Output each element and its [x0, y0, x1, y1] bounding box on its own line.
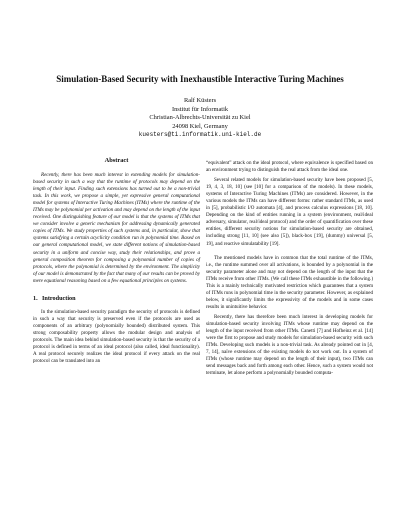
right-paragraph-4: Recently, there has therefore been much interest in developing models for simulation-based security involving ITMs whose runtime may depend on the length of the input received from other ITMs. Canetti [7] and Hofheinz et al. [14] were the first to propose and study models for simulation-based security with such ITMs. Developing such models is a non-trivial task. As already pointed out in [4, 7, 14], naïve extensions of the existing models do not work out. In a system of ITMs (whose runtime may depend on the length of their input), two ITMs can send messages back and forth among each other. Hence, such a system would not terminate, let alone perform a polynomially bounded computa- — [206, 313, 373, 377]
section-title: Introduction — [42, 294, 76, 302]
abstract-text: Recently, there has been much interest in extending models for simulation-based security in such a way that the runtime of protocols may depend on the length of their input. Finding such extensions has turned out to be a non-trivial task. In this work, we propose a simple, yet expressive general computational model for systems of Interactive Turing Machines (ITMs) where the runtime of the ITMs may be polynomial per activation and may depend on the length of the input received. One distinguishing feature of our model is that the systems of ITMs that we consider involve a generic mechanism for addressing dynamically generated copies of ITMs. We study properties of such systems and, in particular, show that systems satisfying a certain acyclicity condition run in polynomial time. Based on our general computational model, we state different notions of simulation-based security in a uniform and concise way, study their relationships, and prove a general composition theorem for composing a polynomial number of copies of protocols, where the polynomial is determined by the environment. The simplicity of our model is demonstrated by the fact that many of our results can be proved by mere equational reasoning based on a few equational principles on systems. — [33, 172, 200, 284]
section-number: 1. — [33, 294, 38, 302]
intro-paragraph-1: In the simulation-based security paradigm the security of protocols is defined in such a way that security is preserved even if the protocols are used as components of an arbitrary (polynomially bounded) distributed system. This strong composability property allows the modular design and analysis of protocols. The main idea behind simulation-based security is that the security of a protocol is defined in terms of an ideal protocol (also called, ideal functionality). A real protocol securely realizes the ideal protocol if every attack on the real protocol can be translated into an — [33, 308, 200, 365]
right-column — [206, 160, 373, 377]
author-affiliation-institute: Institut für Informatik — [171, 105, 229, 113]
author-address: 24098 Kiel, Germany — [172, 122, 228, 130]
right-paragraph-3: The mentioned models have in common that the total runtime of the ITMs, i.e., the runtime summed over all activations, is bounded by a polynomial in the security parameter alone and may not depend on the length of the input that the ITMs receive from other ITMs. (We call these ITMs exhaustible in the following.) This is a mainly technically motivated restriction which guarantees that a system of ITMs runs in polynomial time in the security parameter. However, as explained below, it significantly limits the expressivity of the models and in some cases results in unintuitive behavior. — [206, 254, 373, 310]
author-name: Ralf Küsters — [183, 97, 217, 104]
author-email: kuesters@ti.informatik.uni-kiel.de — [138, 131, 262, 139]
section-heading-introduction — [33, 295, 200, 303]
right-paragraph-2: Several related models for simulation-based security have been proposed [5, 19, 4, 3, 18, 10] (see [10] for a comparison of the models). In these models, systems of Interactive Turing Machines (ITMs) are considered. However, in the various models the ITMs can have different forms: rather standard ITMs, as used in [5], probabilistic I/O automata [4], and process calculus expressions [18, 10]. Depending on the kind of entities running in a system (environment, real/ideal adversary, simulator, real/ideal protocol) and the order of quantification over these entities, different security notions for simulation-based security are obtained, including strong [11, 10] (see also [5]), black-box [19], (dummy) universal [5, 19], and reactive simulatability [19]. — [206, 177, 373, 247]
left-column — [33, 157, 200, 365]
paper-title: Simulation-Based Security with Inexhaustible Interactive Turing Machines — [56, 74, 344, 84]
right-paragraph-1: “equivalent” attack on the ideal protocol, where equivalence is specified based on an environment trying to distinguish the real attack from the ideal one. — [206, 160, 373, 174]
author-block — [20, 97, 380, 140]
abstract-heading: Abstract — [104, 157, 129, 164]
author-affiliation-university: Christian-Albrechts-Universität zu Kiel — [149, 114, 251, 122]
